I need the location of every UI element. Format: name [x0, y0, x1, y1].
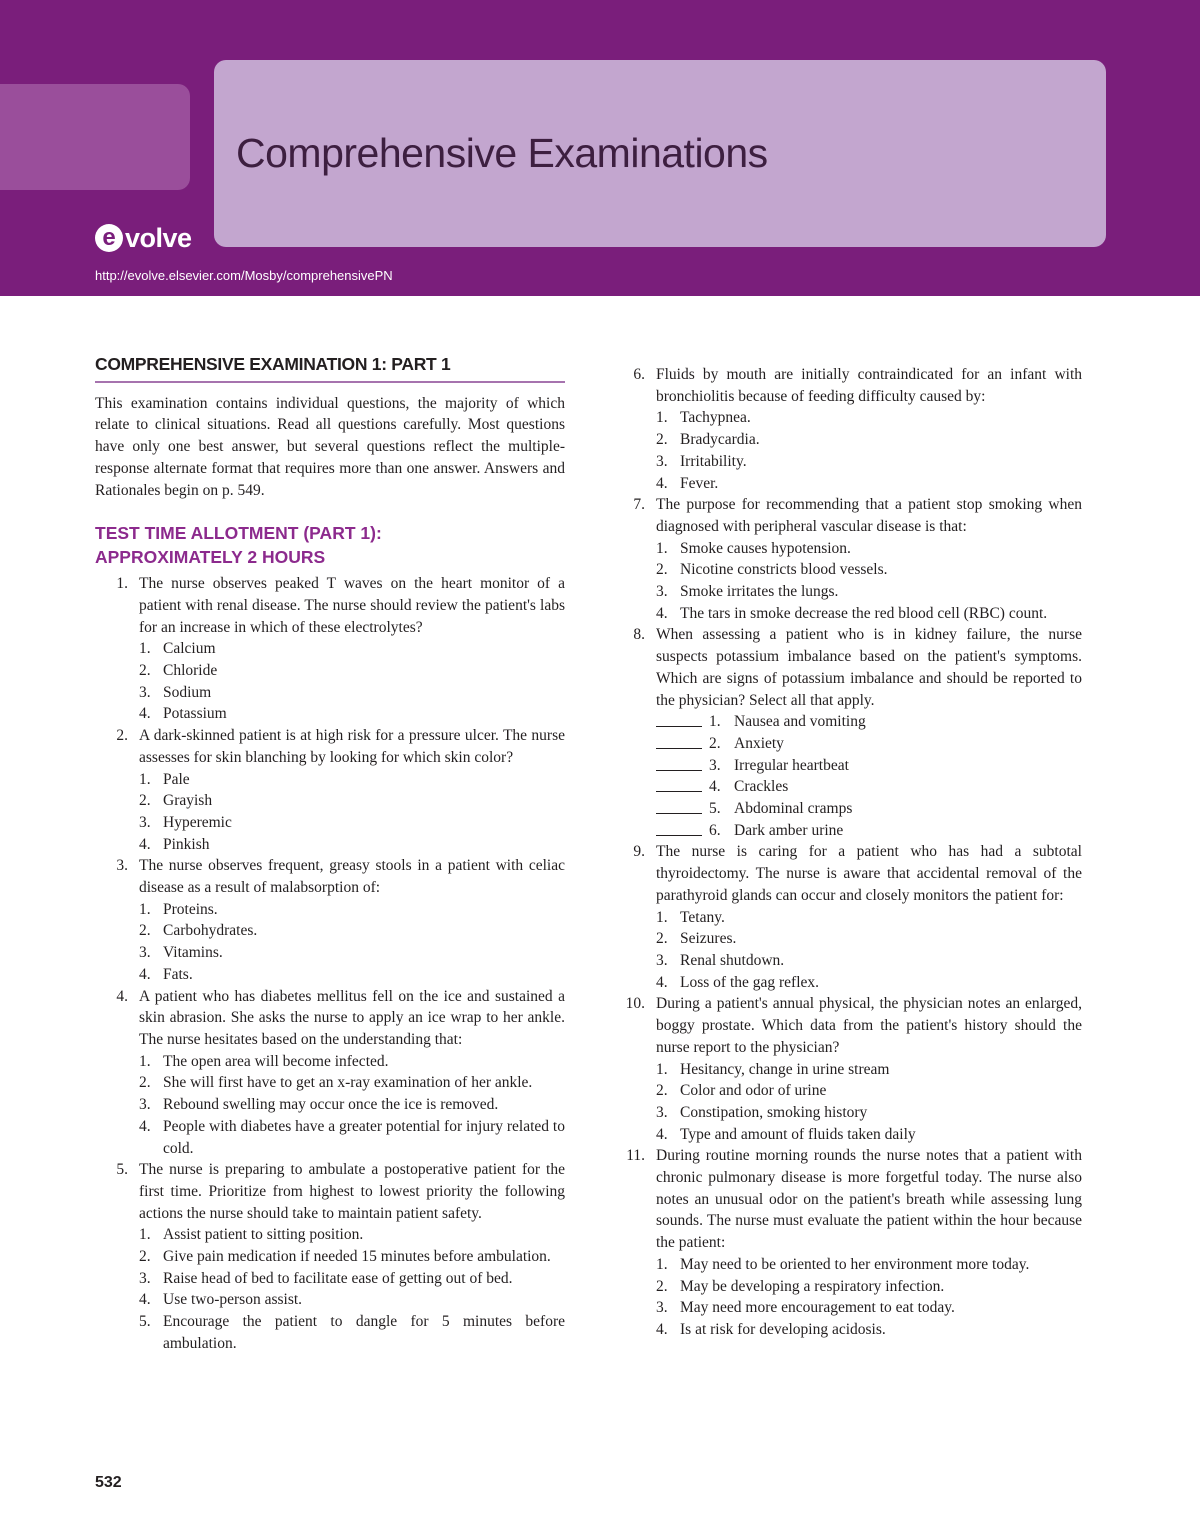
- question-number: 10.: [625, 995, 645, 1013]
- option-text: Proteins.: [163, 900, 218, 918]
- option-number: 4.: [709, 778, 721, 796]
- option-number: 3.: [709, 756, 721, 774]
- question-text: A patient who has diabetes mellitus fell on the ice and sustained a skin abrasion. She asks the nurse to apply an ice wrap to her ankle. The nurse hesitates based on the understanding that:: [139, 987, 565, 1048]
- question-number: 11.: [626, 1147, 645, 1165]
- option-number: 1.: [656, 539, 668, 557]
- section-heading: COMPREHENSIVE EXAMINATION 1: PART 1: [95, 354, 565, 383]
- question-10: [612, 993, 1082, 1145]
- question-stem: [612, 364, 1082, 407]
- option-number: 1.: [139, 1052, 151, 1070]
- option-text: Use two-person assist.: [163, 1291, 303, 1309]
- question-number: 7.: [633, 496, 645, 514]
- question-stem: [95, 855, 565, 898]
- option-number: 1.: [139, 1226, 151, 1244]
- answer-option[interactable]: [612, 603, 1082, 625]
- option-text: Bradycardia.: [680, 431, 760, 449]
- option-text: Renal shutdown.: [680, 951, 785, 969]
- answer-option[interactable]: [612, 473, 1082, 495]
- option-number: 1.: [139, 900, 151, 918]
- answer-option[interactable]: [612, 559, 1082, 581]
- answer-option[interactable]: [95, 1116, 565, 1159]
- answer-option[interactable]: [95, 703, 565, 725]
- question-number: 1.: [116, 575, 128, 593]
- answer-option[interactable]: [612, 972, 1082, 994]
- option-text: She will first have to get an x-ray examination of her ankle.: [163, 1074, 533, 1092]
- option-number: 2.: [656, 930, 668, 948]
- question-text: The nurse observes peaked T waves on the heart monitor of a patient with renal disease. The nurse should review the patient's labs for an increase in which of these electrolytes?: [139, 575, 565, 636]
- answer-option[interactable]: [612, 928, 1082, 950]
- option-number: 4.: [139, 705, 151, 723]
- answer-option[interactable]: [95, 1311, 565, 1354]
- option-text: Nicotine constricts blood vessels.: [680, 561, 888, 579]
- option-number: 1.: [139, 640, 151, 658]
- option-text: Anxiety: [734, 734, 784, 752]
- option-number: 1.: [139, 770, 151, 788]
- option-text: Encourage the patient to dangle for 5 minutes before ambulation.: [163, 1313, 565, 1352]
- select-all-option[interactable]: [612, 755, 1082, 777]
- option-number: 4.: [656, 1320, 668, 1338]
- question-number: 9.: [633, 843, 645, 861]
- question-stem: [612, 841, 1082, 906]
- option-number: 4.: [139, 1291, 151, 1309]
- answer-option[interactable]: [95, 964, 565, 986]
- answer-option[interactable]: [612, 429, 1082, 451]
- question-stem: [95, 573, 565, 638]
- question-list-left: [95, 573, 565, 1354]
- evolve-logo: [95, 218, 192, 258]
- option-text: Tetany.: [680, 908, 725, 926]
- option-text: Vitamins.: [163, 944, 223, 962]
- option-text: Fever.: [680, 474, 719, 492]
- answer-option[interactable]: [95, 682, 565, 704]
- option-text: Hesitancy, change in urine stream: [680, 1060, 890, 1078]
- question-9: [612, 841, 1082, 993]
- option-number: 3.: [656, 1299, 668, 1317]
- answer-option[interactable]: [95, 942, 565, 964]
- answer-option[interactable]: [612, 1297, 1082, 1319]
- answer-blank[interactable]: [656, 733, 702, 756]
- option-text: Irregular heartbeat: [734, 756, 849, 774]
- question-text: A dark-skinned patient is at high risk for a pressure ulcer. The nurse assesses for skin blanching by looking for which skin color?: [139, 727, 565, 766]
- option-number: 2.: [139, 792, 151, 810]
- option-number: 2.: [139, 922, 151, 940]
- option-number: 5.: [709, 800, 721, 818]
- answer-option[interactable]: [95, 769, 565, 791]
- option-number: 4.: [656, 1125, 668, 1143]
- answer-option[interactable]: [95, 812, 565, 834]
- question-stem: [95, 986, 565, 1051]
- answer-blank[interactable]: [656, 755, 702, 778]
- option-number: 3.: [139, 944, 151, 962]
- option-number: 2.: [139, 1248, 151, 1266]
- question-text: Fluids by mouth are initially contraindicated for an infant with bronchiolitis because of feeding difficulty caused by:: [656, 366, 1082, 405]
- option-number: 6.: [709, 821, 721, 839]
- time-allotment-line2: APPROXIMATELY 2 HOURS: [95, 547, 326, 568]
- option-text: Pinkish: [163, 835, 210, 853]
- option-number: 3.: [656, 951, 668, 969]
- option-number: 3.: [656, 452, 668, 470]
- option-text: Loss of the gag reflex.: [680, 973, 820, 991]
- select-all-option[interactable]: [612, 733, 1082, 755]
- option-number: 4.: [656, 973, 668, 991]
- right-column: [612, 364, 1082, 1341]
- option-text: Smoke causes hypotension.: [680, 539, 851, 557]
- question-text: During a patient's annual physical, the physician notes an enlarged, boggy prostate. Which data from the patient's history should the nurse report to the physician?: [656, 995, 1082, 1056]
- answer-option[interactable]: [612, 1059, 1082, 1081]
- answer-option[interactable]: [612, 1276, 1082, 1298]
- option-text: Grayish: [163, 792, 213, 810]
- option-number: 2.: [139, 1074, 151, 1092]
- question-4: [95, 986, 565, 1160]
- option-text: Raise head of bed to facilitate ease of getting out of bed.: [163, 1269, 513, 1287]
- answer-option[interactable]: [95, 1268, 565, 1290]
- answer-option[interactable]: [612, 1254, 1082, 1276]
- question-text: The purpose for recommending that a patient stop smoking when diagnosed with peripheral vascular disease is that:: [656, 496, 1082, 535]
- select-all-option[interactable]: [612, 776, 1082, 798]
- answer-option[interactable]: [612, 538, 1082, 560]
- section-intro: This examination contains individual questions, the majority of which relate to clinical situations. Read all questions carefully. Most questions have only one best answer, but several questions reflect the multiple-response alternate format that requires more than one answer. Answers and Rationales begin on p. 549.: [95, 394, 565, 499]
- answer-option[interactable]: [95, 638, 565, 660]
- answer-option[interactable]: [95, 790, 565, 812]
- answer-option[interactable]: [95, 1051, 565, 1073]
- select-all-option[interactable]: [612, 820, 1082, 842]
- time-allotment-heading: [95, 521, 565, 569]
- option-number: 3.: [139, 683, 151, 701]
- answer-option[interactable]: [612, 581, 1082, 603]
- question-stem: [612, 624, 1082, 711]
- answer-blank[interactable]: [656, 820, 702, 843]
- option-text: Potassium: [163, 705, 227, 723]
- chapter-title: Comprehensive Examinations: [236, 130, 768, 176]
- question-text: When assessing a patient who is in kidney failure, the nurse suspects potassium imbalance based on the patient's symptoms. Which are signs of potassium imbalance and should be reported to the physician? Select all that apply.: [656, 626, 1082, 709]
- option-text: Abdominal cramps: [734, 800, 853, 818]
- answer-option[interactable]: [612, 1102, 1082, 1124]
- left-column: [95, 354, 565, 1355]
- answer-option[interactable]: [95, 1094, 565, 1116]
- question-6: [612, 364, 1082, 494]
- question-8: [612, 624, 1082, 841]
- option-number: 5.: [139, 1313, 151, 1331]
- option-number: 2.: [709, 734, 721, 752]
- option-number: 4.: [139, 965, 151, 983]
- option-text: Fats.: [163, 965, 193, 983]
- option-text: The tars in smoke decrease the red blood cell (RBC) count.: [680, 604, 1048, 622]
- answer-option[interactable]: [95, 899, 565, 921]
- option-number: 3.: [139, 813, 151, 831]
- question-number: 8.: [633, 626, 645, 644]
- question-stem: [95, 725, 565, 768]
- option-text: May need more encouragement to eat today.: [680, 1299, 955, 1317]
- option-text: Give pain medication if needed 15 minutes before ambulation.: [163, 1248, 551, 1266]
- question-number: 6.: [633, 366, 645, 383]
- option-text: Calcium: [163, 640, 216, 658]
- option-number: 1.: [656, 908, 668, 926]
- answer-blank[interactable]: [656, 711, 702, 734]
- answer-option[interactable]: [95, 1246, 565, 1268]
- option-number: 1.: [656, 1060, 668, 1078]
- question-text: The nurse is caring for a patient who has had a subtotal thyroidectomy. The nurse is aware that accidental removal of the parathyroid glands can occur and closely monitors the patient for:: [656, 843, 1082, 904]
- answer-option[interactable]: [612, 407, 1082, 429]
- option-text: Crackles: [734, 778, 789, 796]
- answer-option[interactable]: [612, 1319, 1082, 1341]
- time-allotment-line1: TEST TIME ALLOTMENT (PART 1):: [95, 523, 382, 544]
- question-stem: [612, 494, 1082, 537]
- option-number: 3.: [656, 1103, 668, 1121]
- option-text: May be developing a respiratory infection.: [680, 1277, 945, 1295]
- evolve-url-link[interactable]: http://evolve.elsevier.com/Mosby/comprehensivePN: [95, 268, 393, 283]
- option-number: 4.: [656, 604, 668, 622]
- answer-option[interactable]: [612, 950, 1082, 972]
- page-number: 532: [95, 1474, 122, 1491]
- answer-option[interactable]: [95, 660, 565, 682]
- option-number: 4.: [139, 835, 151, 853]
- question-5: [95, 1159, 565, 1354]
- option-text: Rebound swelling may occur once the ice is removed.: [163, 1096, 499, 1114]
- question-number: 3.: [116, 857, 128, 875]
- option-number: 3.: [139, 1096, 151, 1114]
- question-stem: [612, 993, 1082, 1058]
- question-number: 2.: [116, 727, 128, 745]
- question-2: [95, 725, 565, 855]
- answer-option[interactable]: [95, 1072, 565, 1094]
- option-number: 2.: [656, 1082, 668, 1100]
- option-number: 2.: [656, 561, 668, 579]
- option-number: 3.: [139, 1269, 151, 1287]
- answer-option[interactable]: [612, 907, 1082, 929]
- option-text: Irritability.: [680, 452, 747, 470]
- option-text: Pale: [163, 770, 190, 788]
- question-11: [612, 1145, 1082, 1340]
- question-1: [95, 573, 565, 725]
- answer-option[interactable]: [95, 1224, 565, 1246]
- question-text: The nurse is preparing to ambulate a postoperative patient for the first time. Prioritize from highest to lowest priority the following actions the nurse should take to maintain patient safety.: [139, 1161, 565, 1222]
- option-number: 4.: [656, 474, 668, 492]
- select-all-option[interactable]: [612, 798, 1082, 820]
- option-text: Carbohydrates.: [163, 922, 258, 940]
- option-text: The open area will become infected.: [163, 1052, 389, 1070]
- option-text: Nausea and vomiting: [734, 713, 866, 731]
- answer-option[interactable]: [95, 920, 565, 942]
- option-text: Seizures.: [680, 930, 737, 948]
- question-text: During routine morning rounds the nurse notes that a patient with chronic pulmonary disease is more forgetful today. The nurse also notes an unusual odor on the patient's breath while assessing lung sounds. The nurse must evaluate the patient within the hour because the patient:: [656, 1147, 1082, 1252]
- answer-option[interactable]: [95, 834, 565, 856]
- option-number: 1.: [656, 409, 668, 427]
- option-text: Chloride: [163, 662, 218, 680]
- select-all-option[interactable]: [612, 711, 1082, 733]
- option-text: Constipation, smoking history: [680, 1103, 868, 1121]
- option-text: Is at risk for developing acidosis.: [680, 1320, 886, 1338]
- question-7: [612, 494, 1082, 624]
- question-stem: [612, 1145, 1082, 1254]
- option-number: 3.: [656, 583, 668, 601]
- option-text: Smoke irritates the lungs.: [680, 583, 839, 601]
- answer-blank[interactable]: [656, 776, 702, 799]
- answer-option[interactable]: [612, 451, 1082, 473]
- option-text: Hyperemic: [163, 813, 232, 831]
- option-number: 2.: [656, 1277, 668, 1295]
- option-text: Color and odor of urine: [680, 1082, 827, 1100]
- answer-blank[interactable]: [656, 798, 702, 821]
- option-text: May need to be oriented to her environment more today.: [680, 1255, 1030, 1273]
- option-number: 2.: [656, 431, 668, 449]
- option-number: 2.: [139, 662, 151, 680]
- option-text: Type and amount of fluids taken daily: [680, 1125, 916, 1143]
- answer-option[interactable]: [612, 1080, 1082, 1102]
- option-text: Sodium: [163, 683, 212, 701]
- question-stem: [95, 1159, 565, 1224]
- option-text: Assist patient to sitting position.: [163, 1226, 364, 1244]
- question-text: The nurse observes frequent, greasy stools in a patient with celiac disease as a result of malabsorption of:: [139, 857, 565, 897]
- option-number: 1.: [709, 713, 721, 731]
- answer-option[interactable]: [95, 1289, 565, 1311]
- header-tab-decoration: [0, 84, 190, 190]
- evolve-e-icon: e: [95, 224, 123, 252]
- option-text: Dark amber urine: [734, 821, 844, 839]
- option-text: People with diabetes have a greater potential for injury related to cold.: [163, 1117, 565, 1157]
- option-number: 4.: [139, 1117, 151, 1135]
- answer-option[interactable]: [612, 1124, 1082, 1146]
- question-number: 5.: [116, 1161, 128, 1179]
- question-3: [95, 855, 565, 985]
- option-number: 1.: [656, 1255, 668, 1273]
- question-number: 4.: [116, 987, 128, 1005]
- evolve-wordmark: volve: [125, 222, 192, 253]
- option-text: Tachypnea.: [680, 409, 751, 427]
